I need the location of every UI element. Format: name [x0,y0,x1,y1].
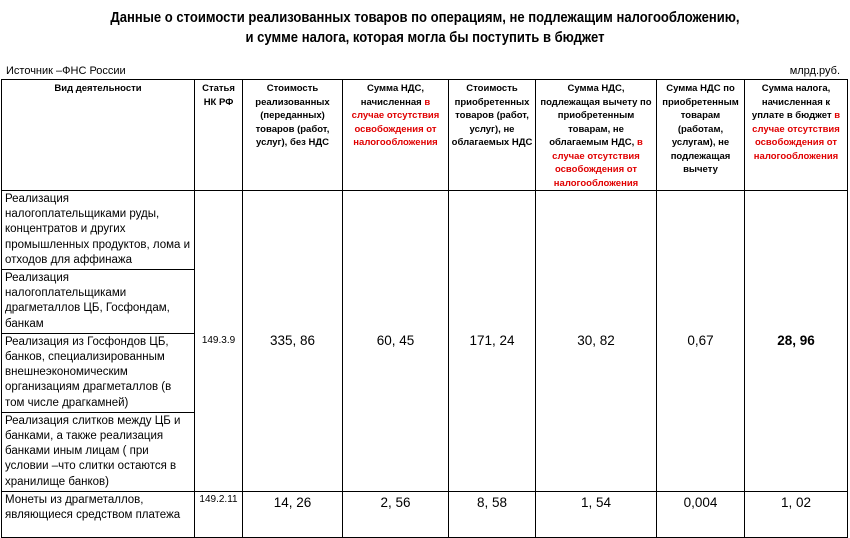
table-row [2,491,848,537]
vat-accrued-cell: 2, 56 [343,491,449,537]
header-row [2,80,848,191]
header-vat-deductible-condition: в случае отсутствия освобождения от налогообложения [552,137,643,189]
vat-deductible-cell: 30, 82 [536,191,657,492]
page-title [43,8,808,48]
title-line-2: и сумме налога, которая могла бы поступить в бюджет [245,30,605,46]
source-note: Источник –ФНС России [6,65,126,77]
article-cell: 149.2.11 [195,491,243,537]
header-article: Статья НК РФ [195,80,243,191]
activity-cell: Реализация слитков между ЦБ и банками, а также реализация банками иным лицам ( при условии –что слитки остаются в хранилище банков) [2,412,195,491]
header-vat-deductible-text: Сумма НДС, подлежащая вычету по приобретенным товарам, не облагаемым НДС, [540,83,652,148]
header-tax-payable [745,80,848,191]
header-vat-accrued-condition: в случае отсутствия освобождения от налогообложения [351,96,440,148]
header-sales-cost: Стоимость реализованных (переданных) товаров (работ, услуг), без НДС [243,80,343,191]
activity-cell: Монеты из драгметаллов, являющиеся средством платежа [2,491,195,537]
title-line-1: Данные о стоимости реализованных товаров по операциям, не подлежащим налогообложению, [110,10,740,26]
tax-payable-cell: 28, 96 [745,191,848,492]
header-vat-purchased: Сумма НДС по приобретенным товарам (работам, услугам), не подлежащая вычету [657,80,745,191]
header-activity: Вид деятельности [2,80,195,191]
header-vat-accrued [343,80,449,191]
header-vat-accrued-text: Сумма НДС, начисленная [360,83,424,108]
purchased-cost-cell: 171, 24 [449,191,536,492]
vat-purchased-cell: 0,004 [657,491,745,537]
vat-purchased-cell: 0,67 [657,191,745,492]
header-vat-deductible [536,80,657,191]
article-cell: 149.3.9 [195,191,243,492]
header-tax-payable-text: Сумма налога, начисленная к уплате в бюджет [751,83,832,121]
table-row [2,191,848,270]
header-tax-payable-condition: в случае отсутствия освобождения от налогообложения [752,110,841,162]
activity-cell: Реализация налогоплательщиками руды, концентратов и других промышленных продуктов, лома и отходов для аффинажа [2,191,195,270]
activity-cell: Реализация из Госфондов ЦБ, банков, специализированным внешнеэкономическим организациям драгметаллов (в том числе драгкамней) [2,333,195,412]
tax-data-table [1,79,848,538]
header-purchased-cost: Стоимость приобретенных товаров (работ, услуг), не облагаемых НДС [449,80,536,191]
sales-cost-cell: 14, 26 [243,491,343,537]
activity-cell: Реализация налогоплательщиками драгметаллов ЦБ, Госфондам, банкам [2,270,195,334]
vat-accrued-cell: 60, 45 [343,191,449,492]
vat-deductible-cell: 1, 54 [536,491,657,537]
units-note: млрд.руб. [789,65,840,77]
purchased-cost-cell: 8, 58 [449,491,536,537]
tax-payable-cell: 1, 02 [745,491,848,537]
sales-cost-cell: 335, 86 [243,191,343,492]
